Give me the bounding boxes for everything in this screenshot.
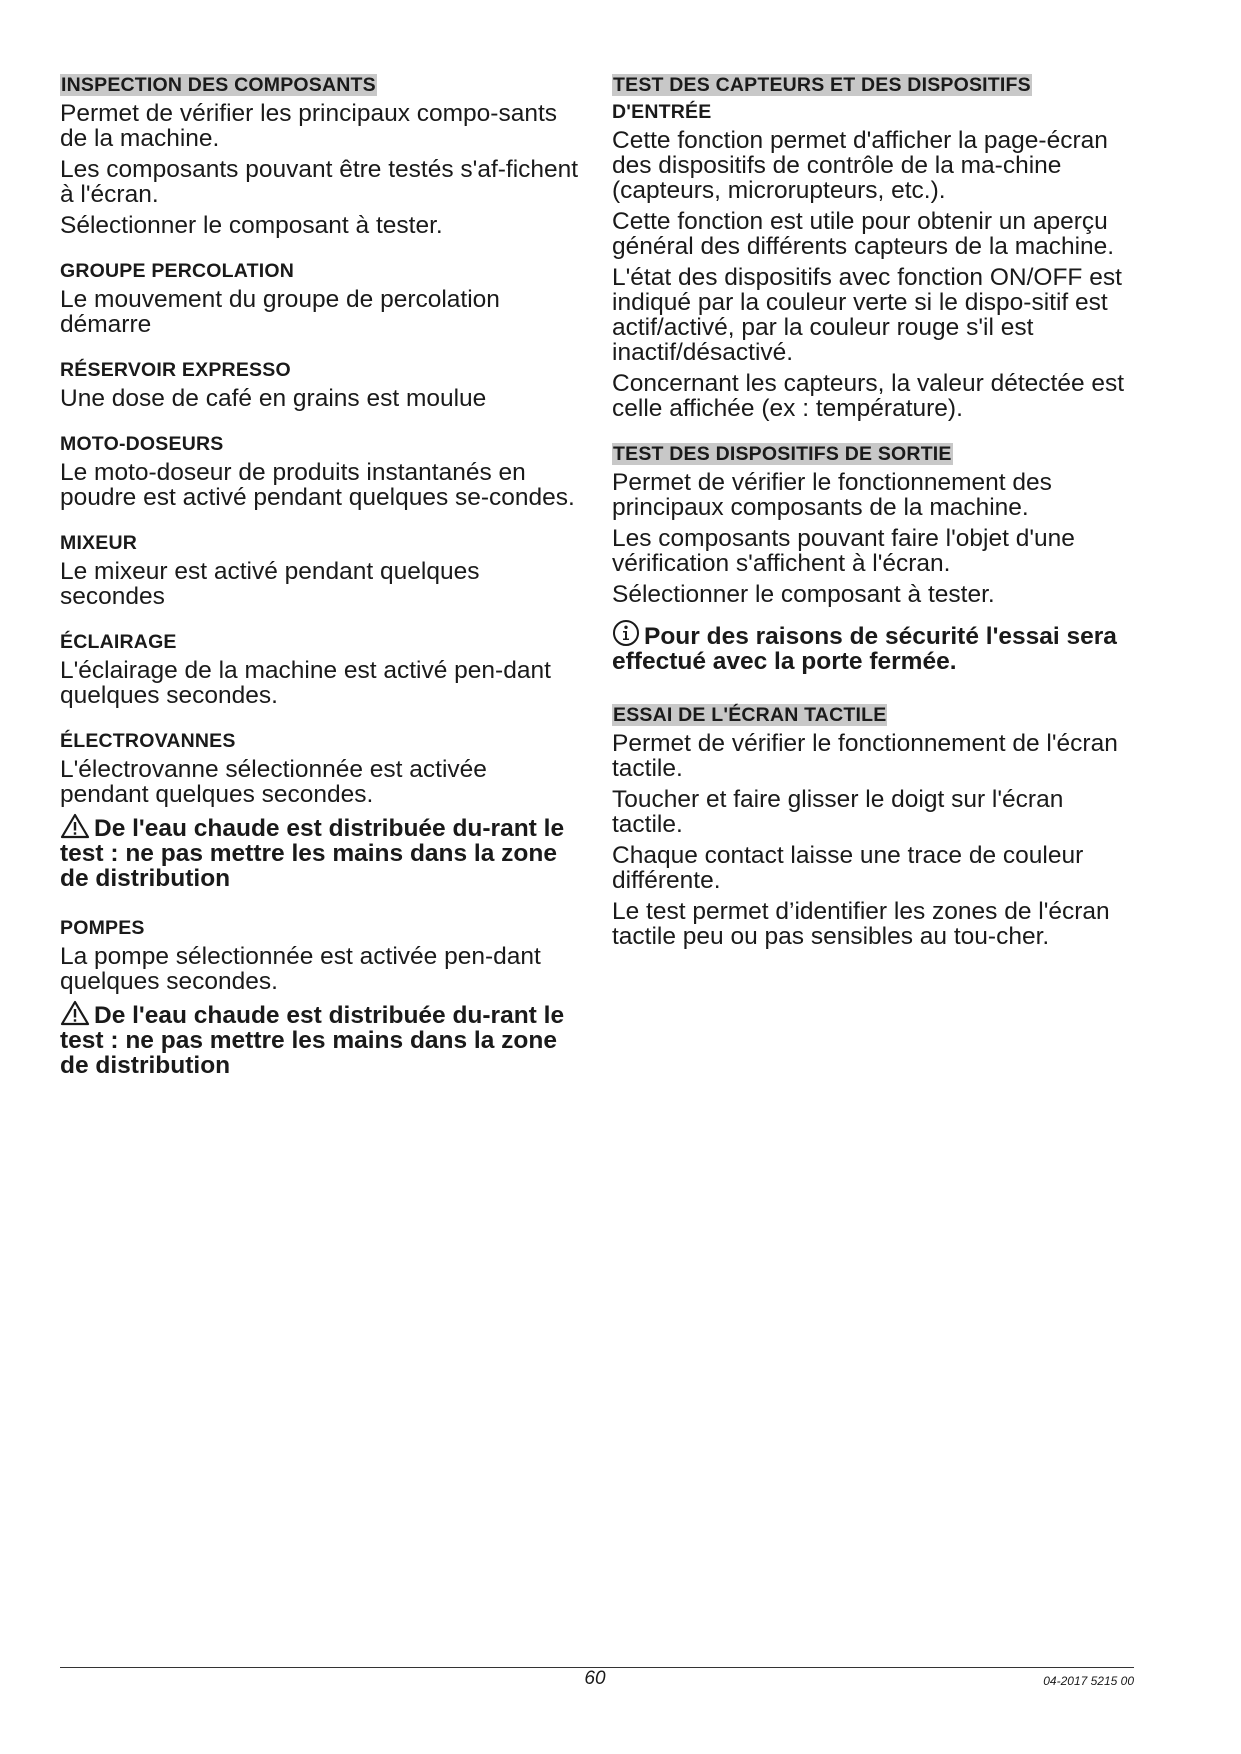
paragraph: L'éclairage de la machine est activé pen-dant quelques secondes. [60, 657, 551, 709]
info-icon [612, 619, 640, 647]
paragraph: Chaque contact laisse une trace de couleur différente. [612, 842, 1084, 894]
section-moto-doseurs [60, 433, 580, 510]
warning-icon [60, 1000, 90, 1026]
warning-icon [60, 813, 90, 839]
info-note [612, 619, 1140, 674]
subheading-groupe: GROUPE PERCOLATION [60, 260, 295, 282]
section-groupe [60, 260, 580, 337]
section-inspection [60, 74, 580, 238]
paragraph: Permet de vérifier les principaux compo-sants de la machine. [60, 100, 558, 152]
paragraph: Concernant les capteurs, la valeur détectée est celle affichée (ex : température). [612, 370, 1125, 422]
paragraph: Le mouvement du groupe de percolation démarre [60, 286, 500, 338]
paragraph: Le moto-doseur de produits instantanés en poudre est activé pendant quelques se-condes. [60, 459, 575, 511]
section-heading-ecran: ESSAI DE L'ÉCRAN TACTILE [613, 704, 887, 726]
warning-note [60, 1000, 580, 1078]
paragraph: Permet de vérifier le fonctionnement des principaux composants de la machine. [612, 469, 1052, 521]
section-electrovannes [60, 730, 580, 891]
right-column [612, 74, 1140, 971]
paragraph: Cette fonction permet d'afficher la page-écran des dispositifs de contrôle de la ma-chine (capteurs, microrupteurs, etc.). [612, 127, 1108, 204]
paragraph: Permet de vérifier le fonctionnement de l'écran tactile. [612, 730, 1118, 782]
warning-text: De l'eau chaude est distribuée du-rant le test : ne pas mettre les mains dans la zone de distribution [60, 1002, 565, 1079]
section-capteurs [612, 74, 1140, 421]
paragraph: La pompe sélectionnée est activée pen-dant quelques secondes. [60, 943, 541, 995]
paragraph: Sélectionner le composant à tester. [612, 581, 995, 608]
subheading-eclairage: ÉCLAIRAGE [60, 631, 177, 653]
subheading-electrovannes: ÉLECTROVANNES [60, 730, 236, 752]
section-pompes [60, 917, 580, 1078]
paragraph: L'état des dispositifs avec fonction ON/OFF est indiqué par la couleur verte si le dispo-sitif est actif/activé, par la couleur rouge s'il est inactif/désactivé. [612, 264, 1122, 366]
section-mixeur [60, 532, 580, 609]
paragraph: Cette fonction est utile pour obtenir un aperçu général des différents capteurs de la machine. [612, 208, 1115, 260]
paragraph: Les composants pouvant faire l'objet d'une vérification s'affichent à l'écran. [612, 525, 1075, 577]
subheading-moto-doseurs: MOTO-DOSEURS [60, 433, 224, 455]
section-heading-sortie: TEST DES DISPOSITIFS DE SORTIE [613, 443, 952, 465]
section-heading-inspection: INSPECTION DES COMPOSANTS [61, 74, 376, 96]
document-code: 04-2017 5215 00 [1043, 1674, 1134, 1688]
paragraph: Le mixeur est activé pendant quelques secondes [60, 558, 480, 610]
left-column [60, 74, 580, 1104]
section-reservoir [60, 359, 580, 411]
paragraph: Une dose de café en grains est moulue [60, 385, 487, 412]
section-heading-capteurs-cont: D'ENTRÉE [612, 101, 712, 123]
page-number: 60 [584, 1668, 606, 1689]
section-heading-capteurs: TEST DES CAPTEURS ET DES DISPOSITIFS [613, 74, 1031, 96]
subheading-mixeur: MIXEUR [60, 532, 138, 554]
paragraph: Les composants pouvant être testés s'af-fichent à l'écran. [60, 156, 579, 208]
subheading-reservoir: RÉSERVOIR EXPRESSO [60, 359, 291, 381]
info-text: Pour des raisons de sécurité l'essai sera effectué avec la porte fermée. [612, 623, 1117, 675]
section-sortie [612, 443, 1140, 674]
warning-text: De l'eau chaude est distribuée du-rant le test : ne pas mettre les mains dans la zone de distribution [60, 815, 565, 892]
section-eclairage [60, 631, 580, 708]
subheading-pompes: POMPES [60, 917, 145, 939]
section-ecran-tactile [612, 704, 1140, 949]
paragraph: Le test permet d’identifier les zones de l'écran tactile peu ou pas sensibles au tou-cher. [612, 898, 1110, 950]
paragraph: Toucher et faire glisser le doigt sur l'écran tactile. [612, 786, 1064, 838]
warning-note [60, 813, 580, 891]
paragraph: Sélectionner le composant à tester. [60, 212, 443, 239]
paragraph: L'électrovanne sélectionnée est activée pendant quelques secondes. [60, 756, 487, 808]
